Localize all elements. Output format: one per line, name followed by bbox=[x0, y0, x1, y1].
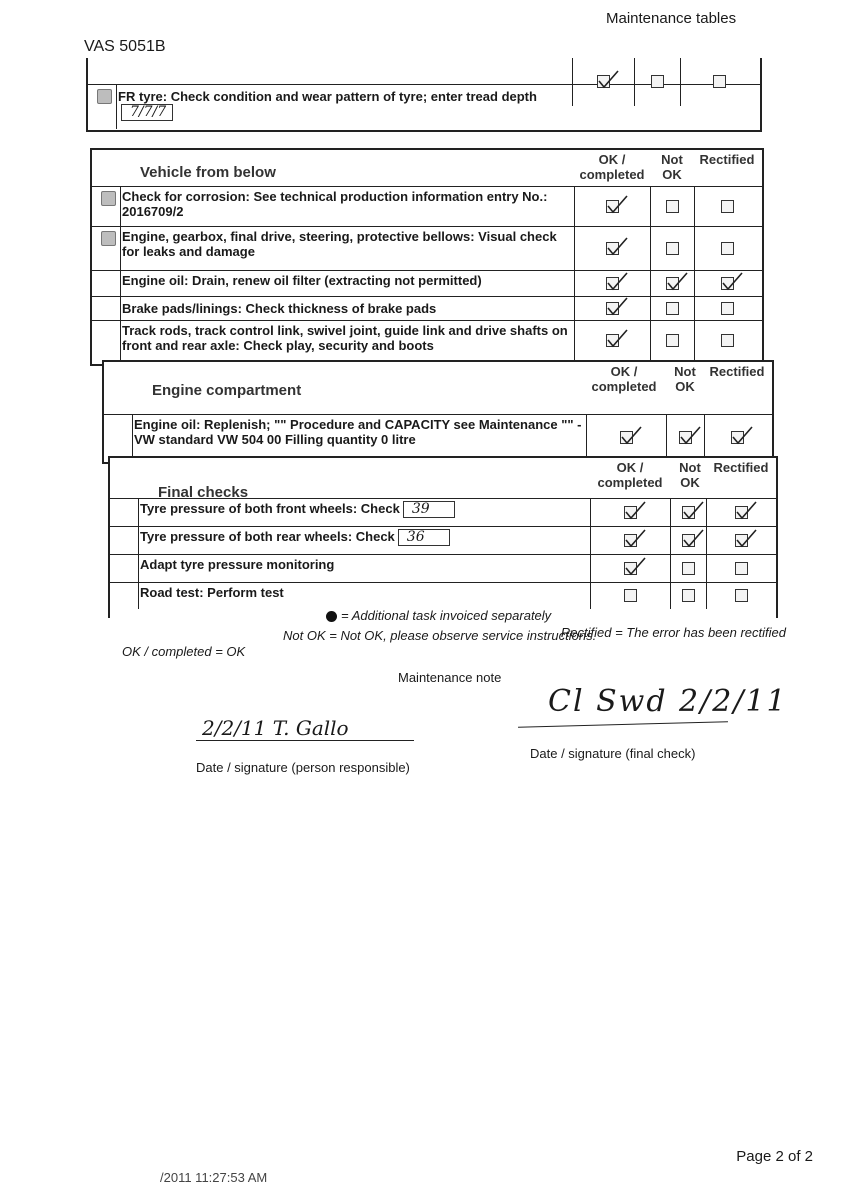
col-rectified: Rectified bbox=[713, 460, 769, 475]
rectified-cell[interactable] bbox=[706, 527, 777, 555]
section-header bbox=[104, 362, 772, 398]
checkbox[interactable] bbox=[682, 562, 695, 575]
row-text: Tyre pressure of both rear wheels: Check 36 bbox=[140, 529, 586, 546]
checkbox[interactable] bbox=[721, 200, 734, 213]
final-checks-block bbox=[108, 456, 778, 618]
row-text: Engine oil: Replenish; "" Procedure and CAPACITY see Maintenance "" - VW standard VW 504 00 Filling quantity 0 litre bbox=[134, 417, 582, 447]
ok-cell[interactable] bbox=[574, 227, 651, 271]
rectified-cell[interactable] bbox=[694, 297, 761, 321]
checkmark-icon bbox=[679, 499, 705, 521]
row-text: Road test: Perform test bbox=[140, 585, 284, 600]
checkbox[interactable] bbox=[735, 562, 748, 575]
checkmark-icon bbox=[603, 295, 629, 317]
ok-cell[interactable] bbox=[590, 527, 671, 555]
col-not-ok: Not OK bbox=[661, 152, 683, 182]
not-ok-cell[interactable] bbox=[650, 271, 695, 297]
checkmark-icon bbox=[617, 424, 643, 446]
ok-cell[interactable] bbox=[586, 415, 667, 461]
engine-compartment-block bbox=[102, 360, 774, 464]
section-title: Maintenance tables bbox=[606, 10, 737, 27]
table-row bbox=[110, 554, 776, 583]
checkmark-icon bbox=[621, 527, 647, 549]
row-bullet bbox=[96, 187, 121, 227]
not-ok-cell[interactable] bbox=[650, 187, 695, 227]
table-row bbox=[92, 296, 762, 321]
checkmark-icon bbox=[603, 270, 629, 292]
legend-ok: OK / completed = OK bbox=[122, 644, 246, 659]
col-ok: OK / completed bbox=[591, 364, 657, 394]
checkmark-icon bbox=[594, 68, 620, 90]
legend-bullet-note: = Additional task invoiced separately bbox=[326, 608, 551, 623]
legend-not-ok: Not OK = Not OK, please observe service instructions. bbox=[283, 628, 597, 643]
checkmark-icon bbox=[621, 499, 647, 521]
row-text: Track rods, track control link, swivel joint, guide link and drive shafts on front and rear axle: Check play, security and boots bbox=[122, 323, 568, 353]
final-check-label: Date / signature (final check) bbox=[530, 746, 696, 761]
responsible-signature: 2/2/11 T. Gallo bbox=[202, 716, 349, 740]
checkbox[interactable] bbox=[651, 75, 664, 88]
checkbox[interactable] bbox=[666, 302, 679, 315]
checkbox[interactable] bbox=[713, 75, 726, 88]
checkbox[interactable] bbox=[721, 302, 734, 315]
ok-cell[interactable] bbox=[590, 499, 671, 527]
checkmark-icon bbox=[663, 270, 689, 292]
row-bullet bbox=[114, 555, 139, 583]
row-text: Check for corrosion: See technical production information entry No.: 2016709/2 bbox=[122, 189, 548, 219]
rectified-cell[interactable] bbox=[706, 555, 777, 583]
row-text: Tyre pressure of both front wheels: Check 39 bbox=[140, 501, 586, 518]
maintenance-note: Maintenance note bbox=[398, 670, 502, 685]
value-field[interactable]: 36 bbox=[398, 529, 450, 546]
section-header bbox=[110, 458, 776, 501]
value-field[interactable]: 39 bbox=[403, 501, 455, 518]
col-not-ok: Not OK bbox=[674, 364, 696, 394]
not-ok-cell[interactable] bbox=[670, 583, 707, 609]
row-text: Adapt tyre pressure monitoring bbox=[140, 557, 335, 572]
final-check-signature: Cl Swd 2/2/11 bbox=[548, 684, 788, 719]
section-title: Final checks bbox=[158, 484, 249, 501]
checkbox[interactable] bbox=[735, 589, 748, 602]
checkmark-icon bbox=[728, 424, 754, 446]
tread-depth-field[interactable]: 7/7/7 bbox=[121, 104, 173, 121]
rectified-cell[interactable] bbox=[694, 187, 761, 227]
row-bullet bbox=[92, 85, 117, 129]
row-bullet bbox=[96, 227, 121, 271]
ok-cell[interactable] bbox=[590, 583, 671, 609]
checkbox[interactable] bbox=[666, 242, 679, 255]
col-ok: OK / completed bbox=[579, 152, 645, 182]
rectified-cell[interactable] bbox=[694, 271, 761, 297]
document-id: VAS 5051B bbox=[84, 38, 166, 55]
table-row bbox=[92, 270, 762, 297]
checkmark-icon bbox=[718, 270, 744, 292]
not-ok-cell[interactable] bbox=[670, 527, 707, 555]
rectified-cell[interactable] bbox=[706, 499, 777, 527]
not-ok-cell[interactable] bbox=[650, 297, 695, 321]
page-number: Page 2 of 2 bbox=[736, 1148, 813, 1165]
rectified-cell[interactable] bbox=[694, 321, 761, 361]
legend-rectified: Rectified = The error has been rectified bbox=[560, 625, 786, 640]
checkmark-icon bbox=[603, 193, 629, 215]
rectified-cell[interactable] bbox=[694, 227, 761, 271]
vehicle-from-below-block bbox=[90, 148, 764, 366]
table-row bbox=[110, 526, 776, 555]
checkbox[interactable] bbox=[624, 589, 637, 602]
signature-line bbox=[518, 721, 728, 727]
checkbox[interactable] bbox=[666, 334, 679, 347]
ok-cell[interactable] bbox=[574, 321, 651, 361]
print-timestamp: /2011 11:27:53 AM bbox=[160, 1170, 268, 1185]
row-bullet bbox=[108, 415, 133, 461]
row-text: Brake pads/linings: Check thickness of brake pads bbox=[122, 301, 437, 316]
checkbox[interactable] bbox=[721, 242, 734, 255]
table-row bbox=[92, 186, 762, 227]
checkmark-icon bbox=[621, 555, 647, 577]
checkmark-icon bbox=[732, 527, 758, 549]
additional-task-icon bbox=[97, 89, 112, 104]
ok-cell[interactable] bbox=[590, 555, 671, 583]
table-row bbox=[104, 414, 772, 461]
row-bullet bbox=[96, 271, 121, 297]
additional-task-icon bbox=[101, 231, 116, 246]
row-text: Engine, gearbox, final drive, steering, protective bellows: Visual check for leaks and damage bbox=[122, 229, 557, 259]
fr-tyre-block bbox=[86, 58, 762, 132]
ok-cell[interactable] bbox=[572, 58, 635, 106]
responsible-label: Date / signature (person responsible) bbox=[196, 760, 410, 775]
section-header bbox=[92, 150, 762, 186]
rectified-cell[interactable] bbox=[706, 583, 777, 609]
col-rectified: Rectified bbox=[709, 364, 765, 379]
row-text: FR tyre: Check condition and wear pattern of tyre; enter tread depth7/7/7 bbox=[118, 89, 537, 121]
additional-task-icon bbox=[101, 191, 116, 206]
row-bullet bbox=[96, 321, 121, 361]
col-ok: OK / completed bbox=[597, 460, 663, 490]
table-row bbox=[92, 320, 762, 361]
row-bullet bbox=[114, 583, 139, 609]
checkmark-icon bbox=[603, 235, 629, 257]
checkmark-icon bbox=[679, 527, 705, 549]
section-title: Engine compartment bbox=[152, 382, 302, 399]
bullet-icon bbox=[326, 611, 337, 622]
checkbox[interactable] bbox=[666, 200, 679, 213]
not-ok-cell[interactable] bbox=[666, 415, 705, 461]
checkbox[interactable] bbox=[682, 589, 695, 602]
row-bullet bbox=[114, 527, 139, 555]
row-bullet bbox=[96, 297, 121, 321]
checkbox[interactable] bbox=[721, 334, 734, 347]
not-ok-cell[interactable] bbox=[650, 227, 695, 271]
row-bullet bbox=[114, 499, 139, 527]
not-ok-cell[interactable] bbox=[634, 58, 681, 106]
rectified-cell[interactable] bbox=[680, 58, 759, 106]
rectified-cell[interactable] bbox=[704, 415, 771, 461]
ok-cell[interactable] bbox=[574, 297, 651, 321]
col-rectified: Rectified bbox=[699, 152, 755, 167]
table-row bbox=[110, 498, 776, 527]
ok-cell[interactable] bbox=[574, 187, 651, 227]
not-ok-cell[interactable] bbox=[650, 321, 695, 361]
ok-cell[interactable] bbox=[574, 271, 651, 297]
row-text: Engine oil: Drain, renew oil filter (extracting not permitted) bbox=[122, 273, 482, 288]
table-row bbox=[92, 226, 762, 271]
not-ok-cell[interactable] bbox=[670, 555, 707, 583]
checkmark-icon bbox=[732, 499, 758, 521]
not-ok-cell[interactable] bbox=[670, 499, 707, 527]
checkmark-icon bbox=[603, 327, 629, 349]
col-not-ok: Not OK bbox=[679, 460, 701, 490]
signature-line bbox=[196, 740, 414, 741]
checkmark-icon bbox=[676, 424, 702, 446]
table-row bbox=[110, 582, 776, 609]
section-title: Vehicle from below bbox=[140, 164, 276, 181]
